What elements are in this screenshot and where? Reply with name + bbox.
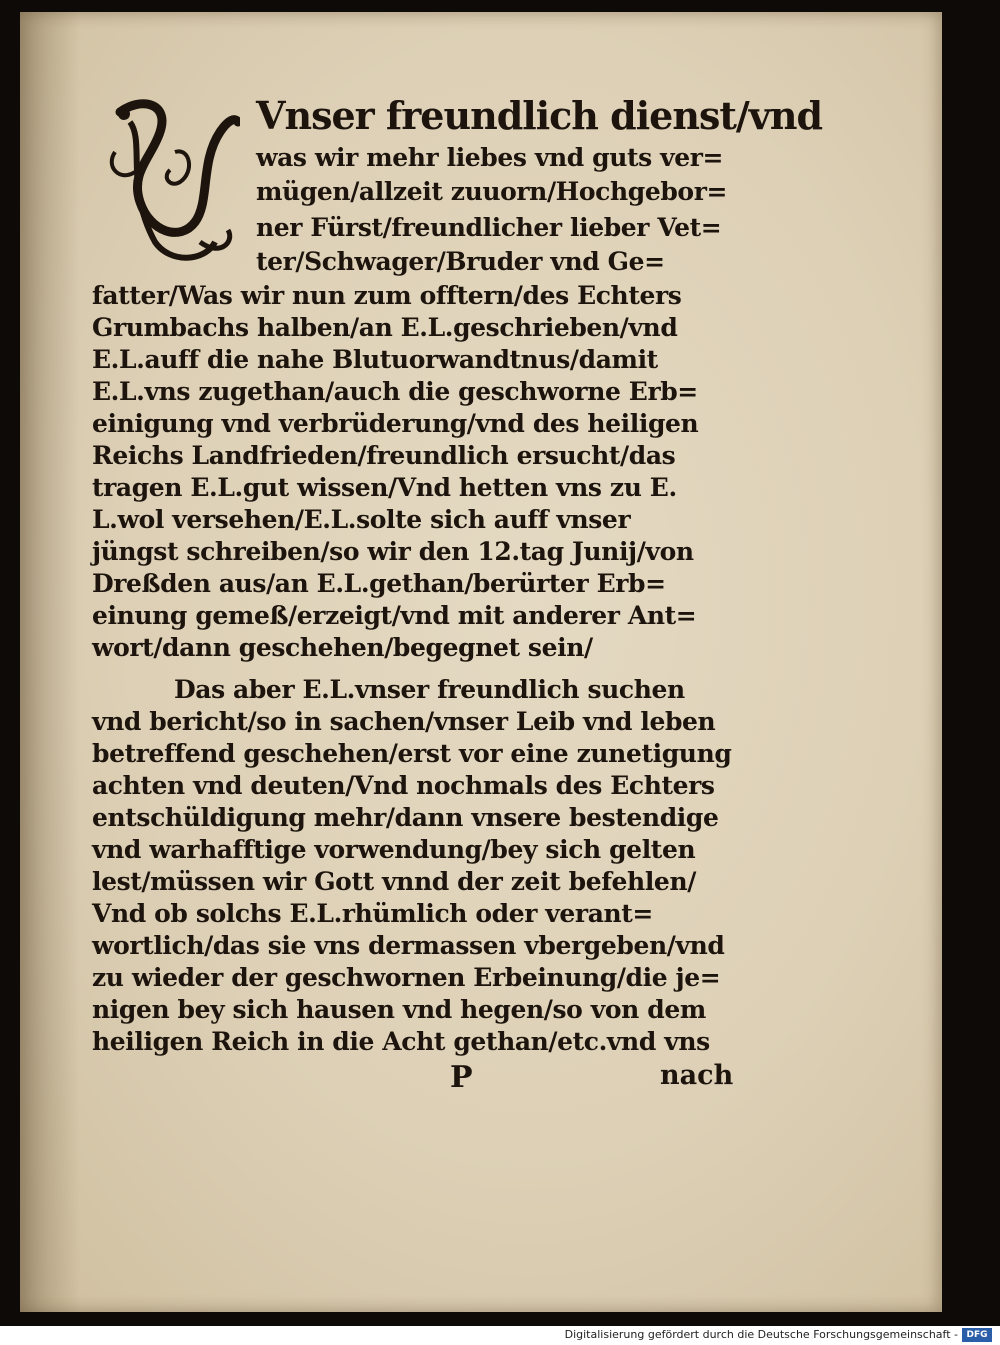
text-line: tragen E.L.gut wissen/Vnd hetten vns zu E. xyxy=(92,473,677,502)
text-line: Vnser freundlich dienst/vnd xyxy=(256,93,823,138)
text-line: Reichs Landfrieden/freundlich ersucht/das xyxy=(92,441,676,470)
catchword: nach xyxy=(660,1060,734,1091)
text-line: Grumbachs halben/an E.L.geschrieben/vnd xyxy=(92,313,678,342)
text-line: lest/müssen wir Gott vnnd der zeit befehlen/ xyxy=(92,867,696,896)
text-line: E.L.vns zugethan/auch die geschworne Erb= xyxy=(92,377,698,406)
text-line: ner Fürst/freundlicher lieber Vet= xyxy=(256,213,722,242)
text-line: E.L.auff die nahe Blutuorwandtnus/damit xyxy=(92,345,658,374)
text-line: wortlich/das sie vns dermassen vbergeben/vnd xyxy=(92,931,725,960)
text-line: einung gemeß/erzeigt/vnd mit anderer Ant= xyxy=(92,601,697,630)
text-line: Das aber E.L.vnser freundlich suchen xyxy=(174,675,685,704)
page-gutter-shadow xyxy=(20,12,80,1312)
footer-credit: Digitalisierung gefördert durch die Deutsche Forschungsgemeinschaft - xyxy=(564,1328,958,1341)
text-line: zu wieder der geschwornen Erbeinung/die je= xyxy=(92,963,721,992)
text-line: vnd bericht/so in sachen/vnser Leib vnd leben xyxy=(92,707,716,736)
text-line: was wir mehr liebes vnd guts ver= xyxy=(256,143,724,172)
text-line: jüngst schreiben/so wir den 12.tag Junij/von xyxy=(92,537,694,566)
text-line: mügen/allzeit zuuorn/Hochgebor= xyxy=(256,177,728,206)
signature-mark: P xyxy=(450,1060,473,1095)
dfg-logo-icon: DFG xyxy=(962,1328,992,1342)
text-line: ter/Schwager/Bruder vnd Ge= xyxy=(256,247,665,276)
text-line: einigung vnd verbrüderung/vnd des heiligen xyxy=(92,409,699,438)
text-line: nigen bey sich hausen vnd hegen/so von dem xyxy=(92,995,706,1024)
text-line: heiligen Reich in die Acht gethan/etc.vnd vns xyxy=(92,1027,710,1056)
text-line: vnd warhafftige vorwendung/bey sich gelten xyxy=(92,835,696,864)
text-line: fatter/Was wir nun zum offtern/des Echters xyxy=(92,281,682,310)
text-line: betreffend geschehen/erst vor eine zunetigung xyxy=(92,739,732,768)
text-line: Vnd ob solchs E.L.rhümlich oder verant= xyxy=(92,899,653,928)
text-line: entschüldigung mehr/dann vnsere bestendige xyxy=(92,803,719,832)
footer-bar xyxy=(0,1326,1000,1345)
text-line: Dreßden aus/an E.L.gethan/berürter Erb= xyxy=(92,569,666,598)
text-line: wort/dann geschehen/begegnet sein/ xyxy=(92,633,593,662)
decorated-initial-v xyxy=(100,92,240,272)
text-line: achten vnd deuten/Vnd nochmals des Echters xyxy=(92,771,715,800)
text-line: L.wol versehen/E.L.solte sich auff vnser xyxy=(92,505,631,534)
